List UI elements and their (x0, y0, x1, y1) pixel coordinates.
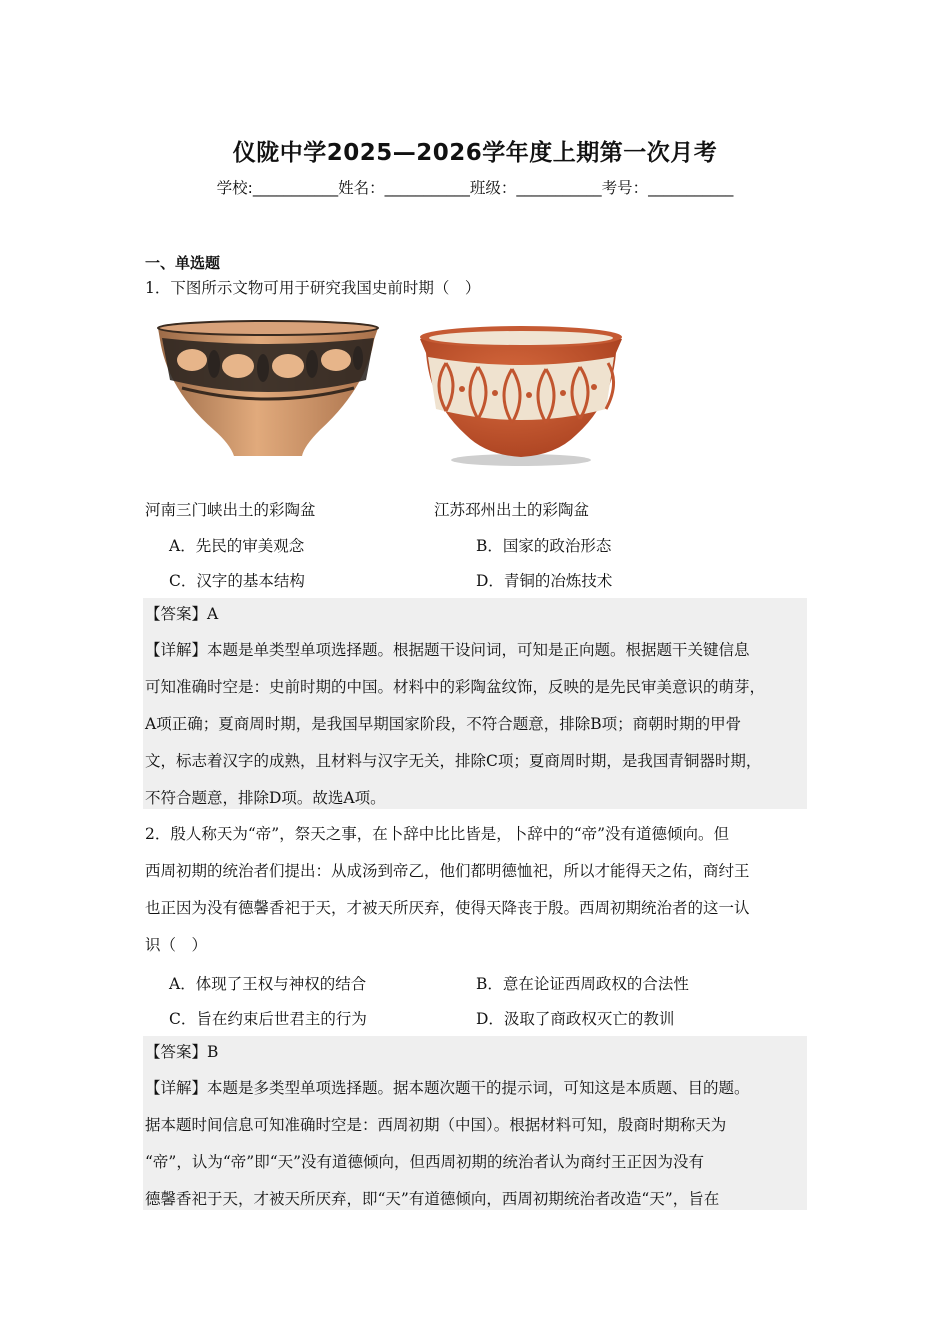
question-1-stem: 1．下图所示文物可用于研究我国史前时期（ ） (145, 279, 481, 297)
image-caption-pizhou: 江苏邳州出土的彩陶盆 (434, 501, 590, 519)
question-2-option-c: C．旨在约束后世君主的行为 (169, 1010, 367, 1028)
question-2-answer-block (143, 1036, 807, 1210)
question-1-answer-block (143, 598, 807, 809)
question-1-explanation-line: A项正确；夏商周时期，是我国早期国家阶段，不符合题意，排除B项；商朝时期的甲骨 (145, 715, 742, 733)
question-2-stem-line: 西周初期的统治者们提出：从成汤到帝乙，他们都明德恤祀，所以才能得天之佑，商纣王 (145, 862, 750, 880)
student-info-line: 学校:___________姓名：___________班级：___________考号：___________ (216, 179, 734, 197)
question-1-explanation-line: 【详解】本题是单类型单项选择题。根据题干设问词，可知是正向题。根据题干关键信息 (145, 641, 750, 659)
image-caption-sanmenxia: 河南三门峡出土的彩陶盆 (145, 501, 316, 519)
question-2-stem-line: 2．殷人称天为“帝”，祭天之事，在卜辞中比比皆是，卜辞中的“帝”没有道德倾向。但 (145, 825, 730, 843)
question-2-explanation-line: “帝”，认为“帝”即“天”没有道德倾向，但西周初期的统治者认为商纣王正因为没有 (145, 1153, 705, 1171)
question-2-stem-line: 识（ ） (145, 936, 208, 954)
question-2-answer: 【答案】B (145, 1043, 219, 1061)
question-2-option-b: B．意在论证西周政权的合法性 (476, 975, 689, 993)
question-2-explanation-line: 据本题时间信息可知准确时空是：西周初期（中国）。根据材料可知，殷商时期称天为 (145, 1116, 727, 1134)
question-1-option-c: C．汉字的基本结构 (169, 572, 305, 590)
question-1-explanation-line: 可知准确时空是：史前时期的中国。材料中的彩陶盆纹饰，反映的是先民审美意识的萌芽， (145, 678, 766, 696)
question-1-option-d: D．青铜的冶炼技术 (476, 572, 613, 590)
section-title: 一、单选题 (145, 254, 221, 272)
question-2-explanation-line: 【详解】本题是多类型单项选择题。据本题次题干的提示词，可知这是本质题、目的题。 (145, 1079, 750, 1097)
question-1-option-a: A．先民的审美观念 (169, 537, 305, 555)
question-2-option-a: A．体现了王权与神权的结合 (169, 975, 367, 993)
question-2-stem-line: 也正因为没有德馨香祀于天，才被天所厌弃，使得天降丧于殷。西周初期统治者的这一认 (145, 899, 750, 917)
question-1-explanation-line: 不符合题意，排除D项。故选A项。 (145, 789, 386, 807)
question-2-option-d: D．汲取了商政权灭亡的教训 (476, 1010, 675, 1028)
painted-pottery-basin-sanmenxia-image (152, 318, 384, 466)
question-1-option-b: B．国家的政治形态 (476, 537, 612, 555)
page-title: 仪陇中学2025—2026学年度上期第一次月考 (232, 140, 718, 166)
question-1-explanation-line: 文，标志着汉字的成熟，且材料与汉字无关，排除C项；夏商周时期，是我国青铜器时期， (145, 752, 762, 770)
question-1-answer: 【答案】A (145, 605, 219, 623)
painted-pottery-basin-pizhou-image (416, 323, 626, 468)
question-2-explanation-line: 德馨香祀于天，才被天所厌弃，即“天”有道德倾向，西周初期统治者改造“天”，旨在 (145, 1190, 720, 1208)
